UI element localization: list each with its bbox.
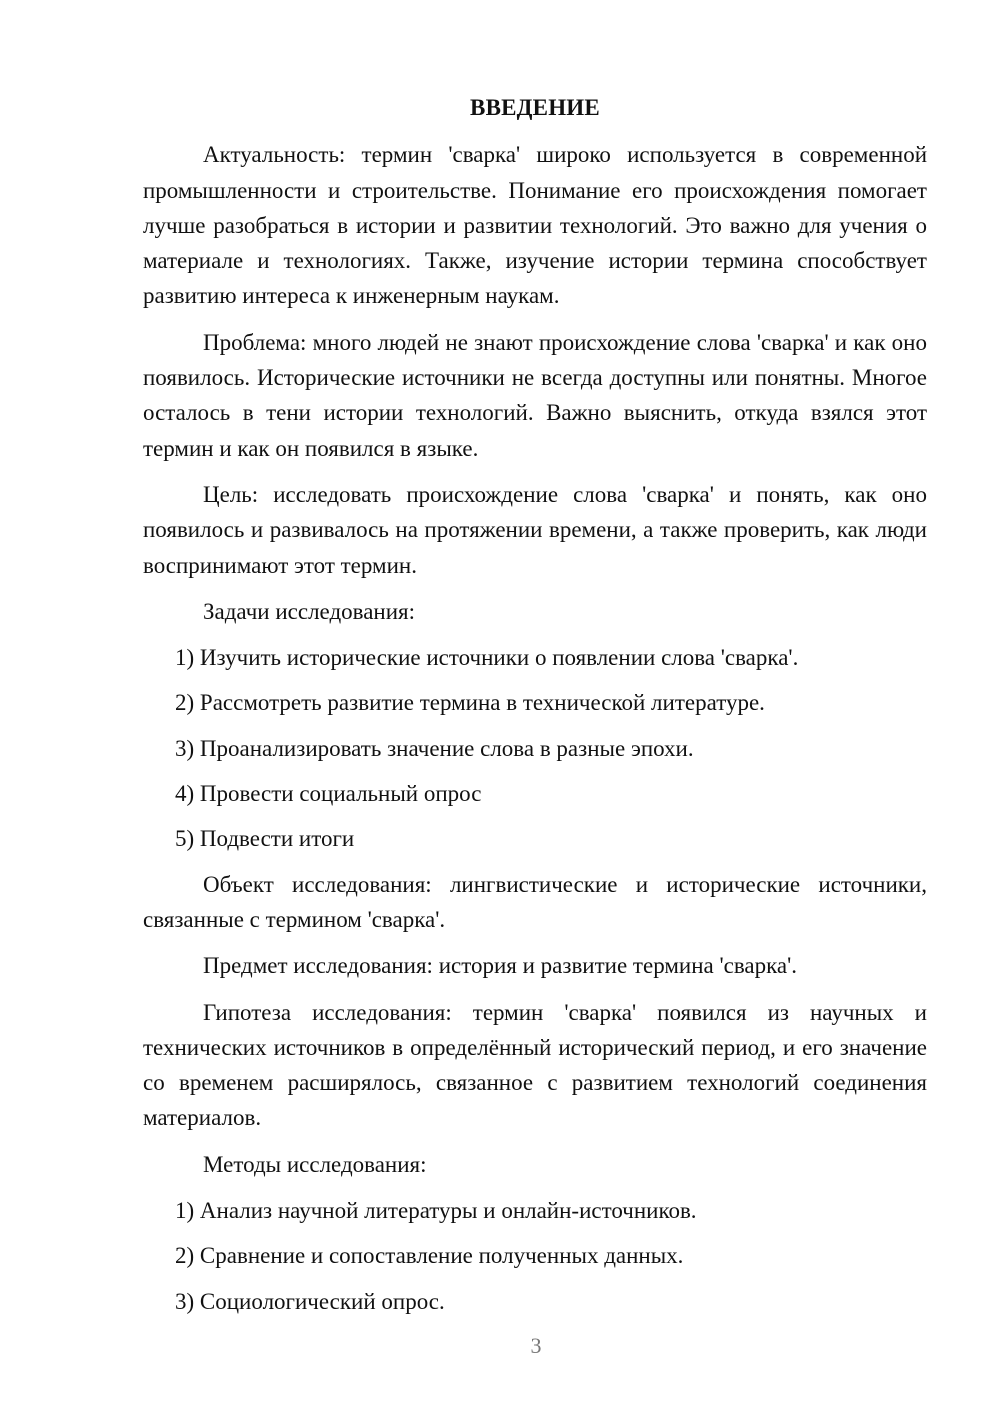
methods-heading: Методы исследования:: [203, 1151, 427, 1177]
page-content: [143, 90, 927, 1329]
task-item: 4) Провести социальный опрос: [175, 781, 482, 807]
hypothesis-paragraph: Гипотеза исследования: термин 'сварка' появился из научных и технических источников в определённый исторический период, и его значение со временем расширялось, связанное с развитием технологий соединения материалов.: [143, 999, 927, 1131]
goal-paragraph: Цель: исследовать происхождение слова 'сварка' и понять, как оно появилось и развивалось на протяжении времени, а также проверить, как люди воспринимают этот термин.: [143, 481, 927, 578]
task-item: 5) Подвести итоги: [175, 826, 355, 852]
problem-paragraph: Проблема: много людей не знают происхождение слова 'сварка' и как оно появилось. Исторические источники не всегда доступны или понятны. Многое осталось в тени истории технологий. Важно выяснить, откуда взялся этот термин и как он появился в языке.: [143, 329, 927, 461]
task-item: 1) Изучить исторические источники о появлении слова 'сварка'.: [175, 645, 799, 671]
object-paragraph: Объект исследования: лингвистические и исторические источники, связанные с термином 'сварка'.: [143, 871, 927, 932]
subject-paragraph: Предмет исследования: история и развитие термина 'сварка'.: [203, 953, 798, 979]
task-item: 2) Рассмотреть развитие термина в технической литературе.: [175, 690, 765, 716]
method-item: 2) Сравнение и сопоставление полученных данных.: [175, 1243, 684, 1269]
method-item: 1) Анализ научной литературы и онлайн-источников.: [175, 1198, 697, 1224]
relevance-paragraph: Актуальность: термин 'сварка' широко используется в современной промышленности и строительстве. Понимание его происхождения помогает лучше разобраться в истории и развитии технологий. Это важно для учения о материале и технологиях. Также, изучение истории термина способствует развитию интереса к инженерным наукам.: [143, 142, 927, 309]
section-heading: ВВЕДЕНИЕ: [470, 95, 600, 120]
method-item: 3) Социологический опрос.: [175, 1288, 445, 1314]
page-number: 3: [530, 1333, 542, 1358]
task-item: 3) Проанализировать значение слова в разные эпохи.: [175, 735, 694, 761]
tasks-heading: Задачи исследования:: [203, 598, 416, 624]
